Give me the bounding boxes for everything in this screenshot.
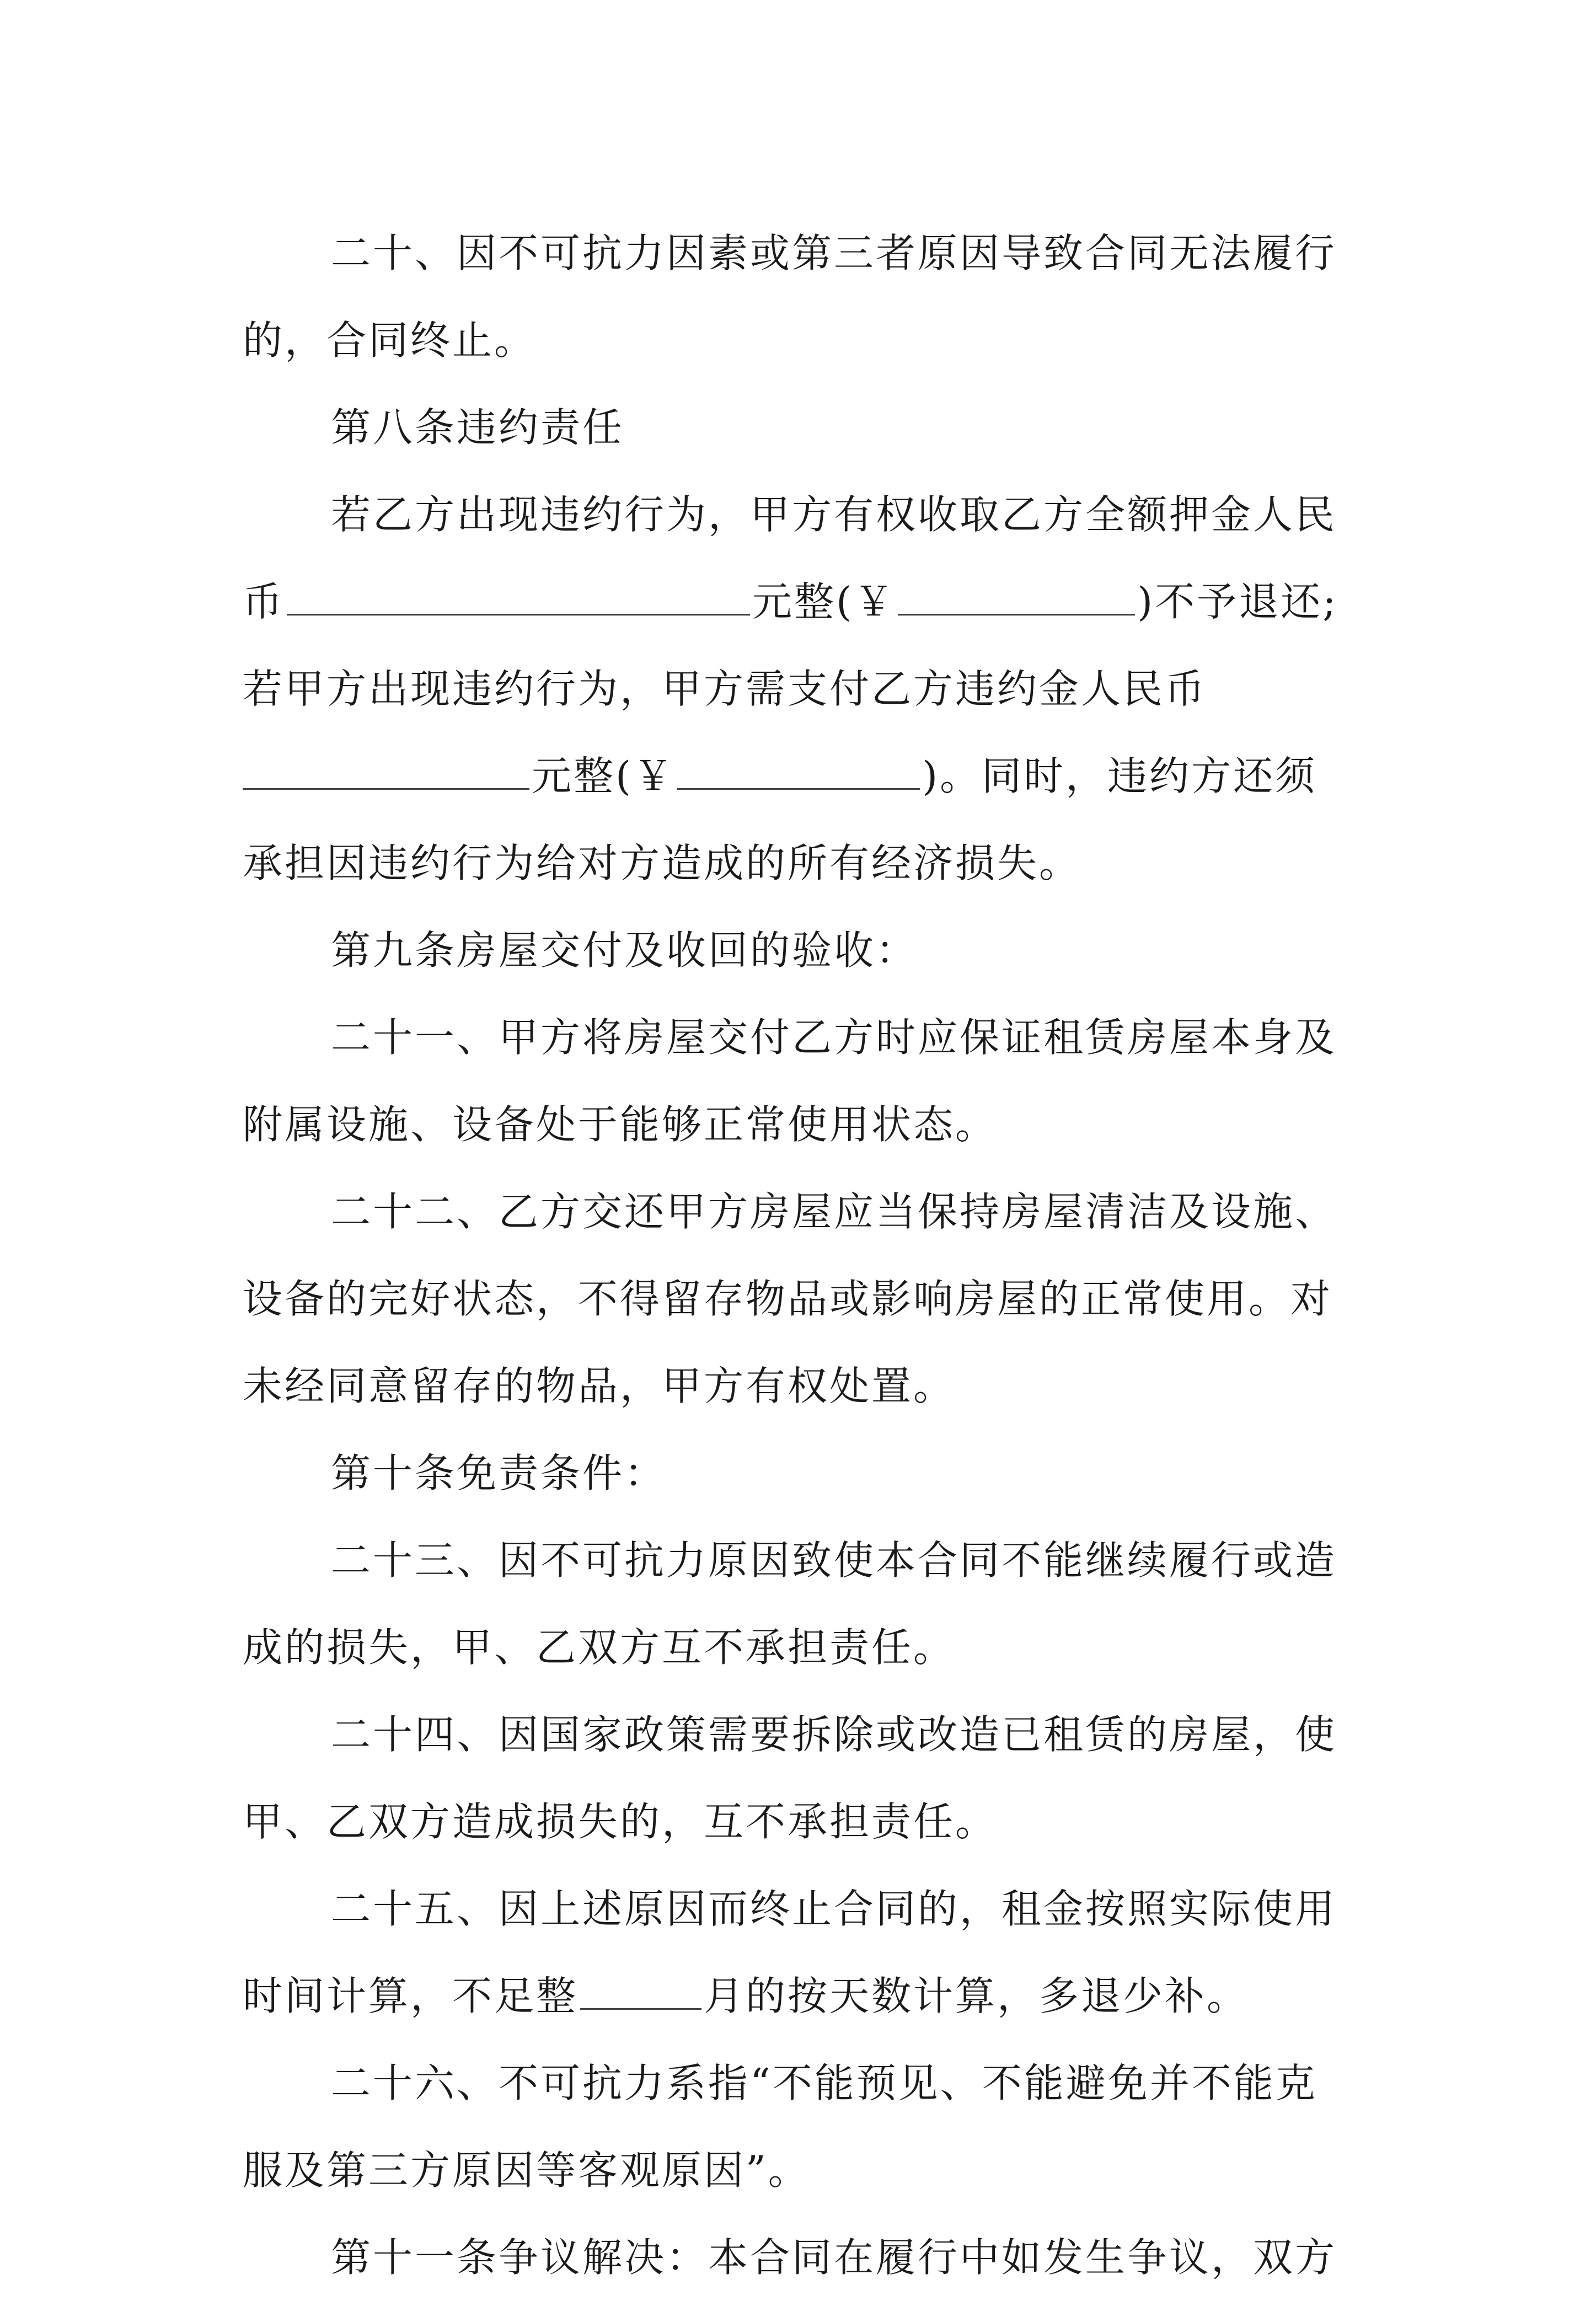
article-8-line-5: 承担因违约行为给对方造成的所有经济损失。 <box>243 840 1081 886</box>
penalty-figure-blank <box>677 754 920 790</box>
clause-24-line-1: 二十四、因国家政策需要拆除或改造已租赁的房屋，使 <box>331 1711 1337 1758</box>
penalty-tail-label: )。同时，违约方还须 <box>922 753 1317 799</box>
clause-22-line-1: 二十二、乙方交还甲方房屋应当保持房屋清洁及设施、 <box>331 1189 1337 1235</box>
clause-25-line-1: 二十五、因上述原因而终止合同的，租金按照实际使用 <box>331 1886 1337 1932</box>
clause-25-prefix: 时间计算，不足整 <box>243 1973 579 2019</box>
clause-21-line-1: 二十一、甲方将房屋交付乙方时应保证租赁房屋本身及 <box>331 1014 1337 1061</box>
clause-24-line-2: 甲、乙双方造成损失的，互不承担责任。 <box>243 1799 998 1845</box>
clause-23-line-2: 成的损失，甲、乙双方互不承担责任。 <box>243 1624 956 1671</box>
month-blank <box>580 1974 701 2010</box>
deposit-figure-blank <box>898 580 1135 616</box>
clause-20-line-1: 二十、因不可抗力因素或第三者原因导致合同无法履行 <box>331 230 1337 276</box>
yuan-label: 元整(￥ <box>752 579 896 625</box>
no-refund-label: )不予退还; <box>1137 579 1338 625</box>
article-10-heading: 第十条免责条件： <box>331 1450 667 1496</box>
article-8-line-2 <box>243 558 1368 645</box>
clause-22-line-3: 未经同意留存的物品，甲方有权处置。 <box>243 1363 956 1409</box>
penalty-amount-blank <box>243 754 529 790</box>
clause-22-line-2: 设备的完好状态，不得留存物品或影响房屋的正常使用。对 <box>243 1276 1333 1322</box>
clause-20-line-2: 的，合同终止。 <box>243 317 537 363</box>
deposit-amount-blank <box>287 580 750 616</box>
clause-21-line-2: 附属设施、设备处于能够正常使用状态。 <box>243 1101 998 1148</box>
yuan-label-2: 元整(￥ <box>532 753 676 799</box>
clause-25-suffix: 月的按天数计算，多退少补。 <box>704 1973 1249 2019</box>
clause-26-line-2: 服及第三方原因等客观原因”。 <box>243 2147 810 2193</box>
article-8-line-3: 若甲方出现违约行为，甲方需支付乙方违约金人民币 <box>243 666 1207 712</box>
article-8-heading: 第八条违约责任 <box>331 404 625 451</box>
clause-26-line-1: 二十六、不可抗力系指“不能预见、不能避免并不能克 <box>331 2060 1317 2106</box>
article-8-line-1: 若乙方出现违约行为，甲方有权收取乙方全额押金人民 <box>331 491 1337 538</box>
clause-23-line-1: 二十三、因不可抗力原因致使本合同不能继续履行或造 <box>331 1537 1337 1583</box>
clause-25-line-2 <box>243 1952 1368 2040</box>
document-page <box>243 210 1368 2301</box>
currency-label: 币 <box>243 579 285 625</box>
article-8-line-4 <box>243 732 1368 820</box>
article-9-heading: 第九条房屋交付及收回的验收： <box>331 927 918 973</box>
article-11-line-1: 第十一条争议解决：本合同在履行中如发生争议，双方 <box>331 2234 1337 2281</box>
